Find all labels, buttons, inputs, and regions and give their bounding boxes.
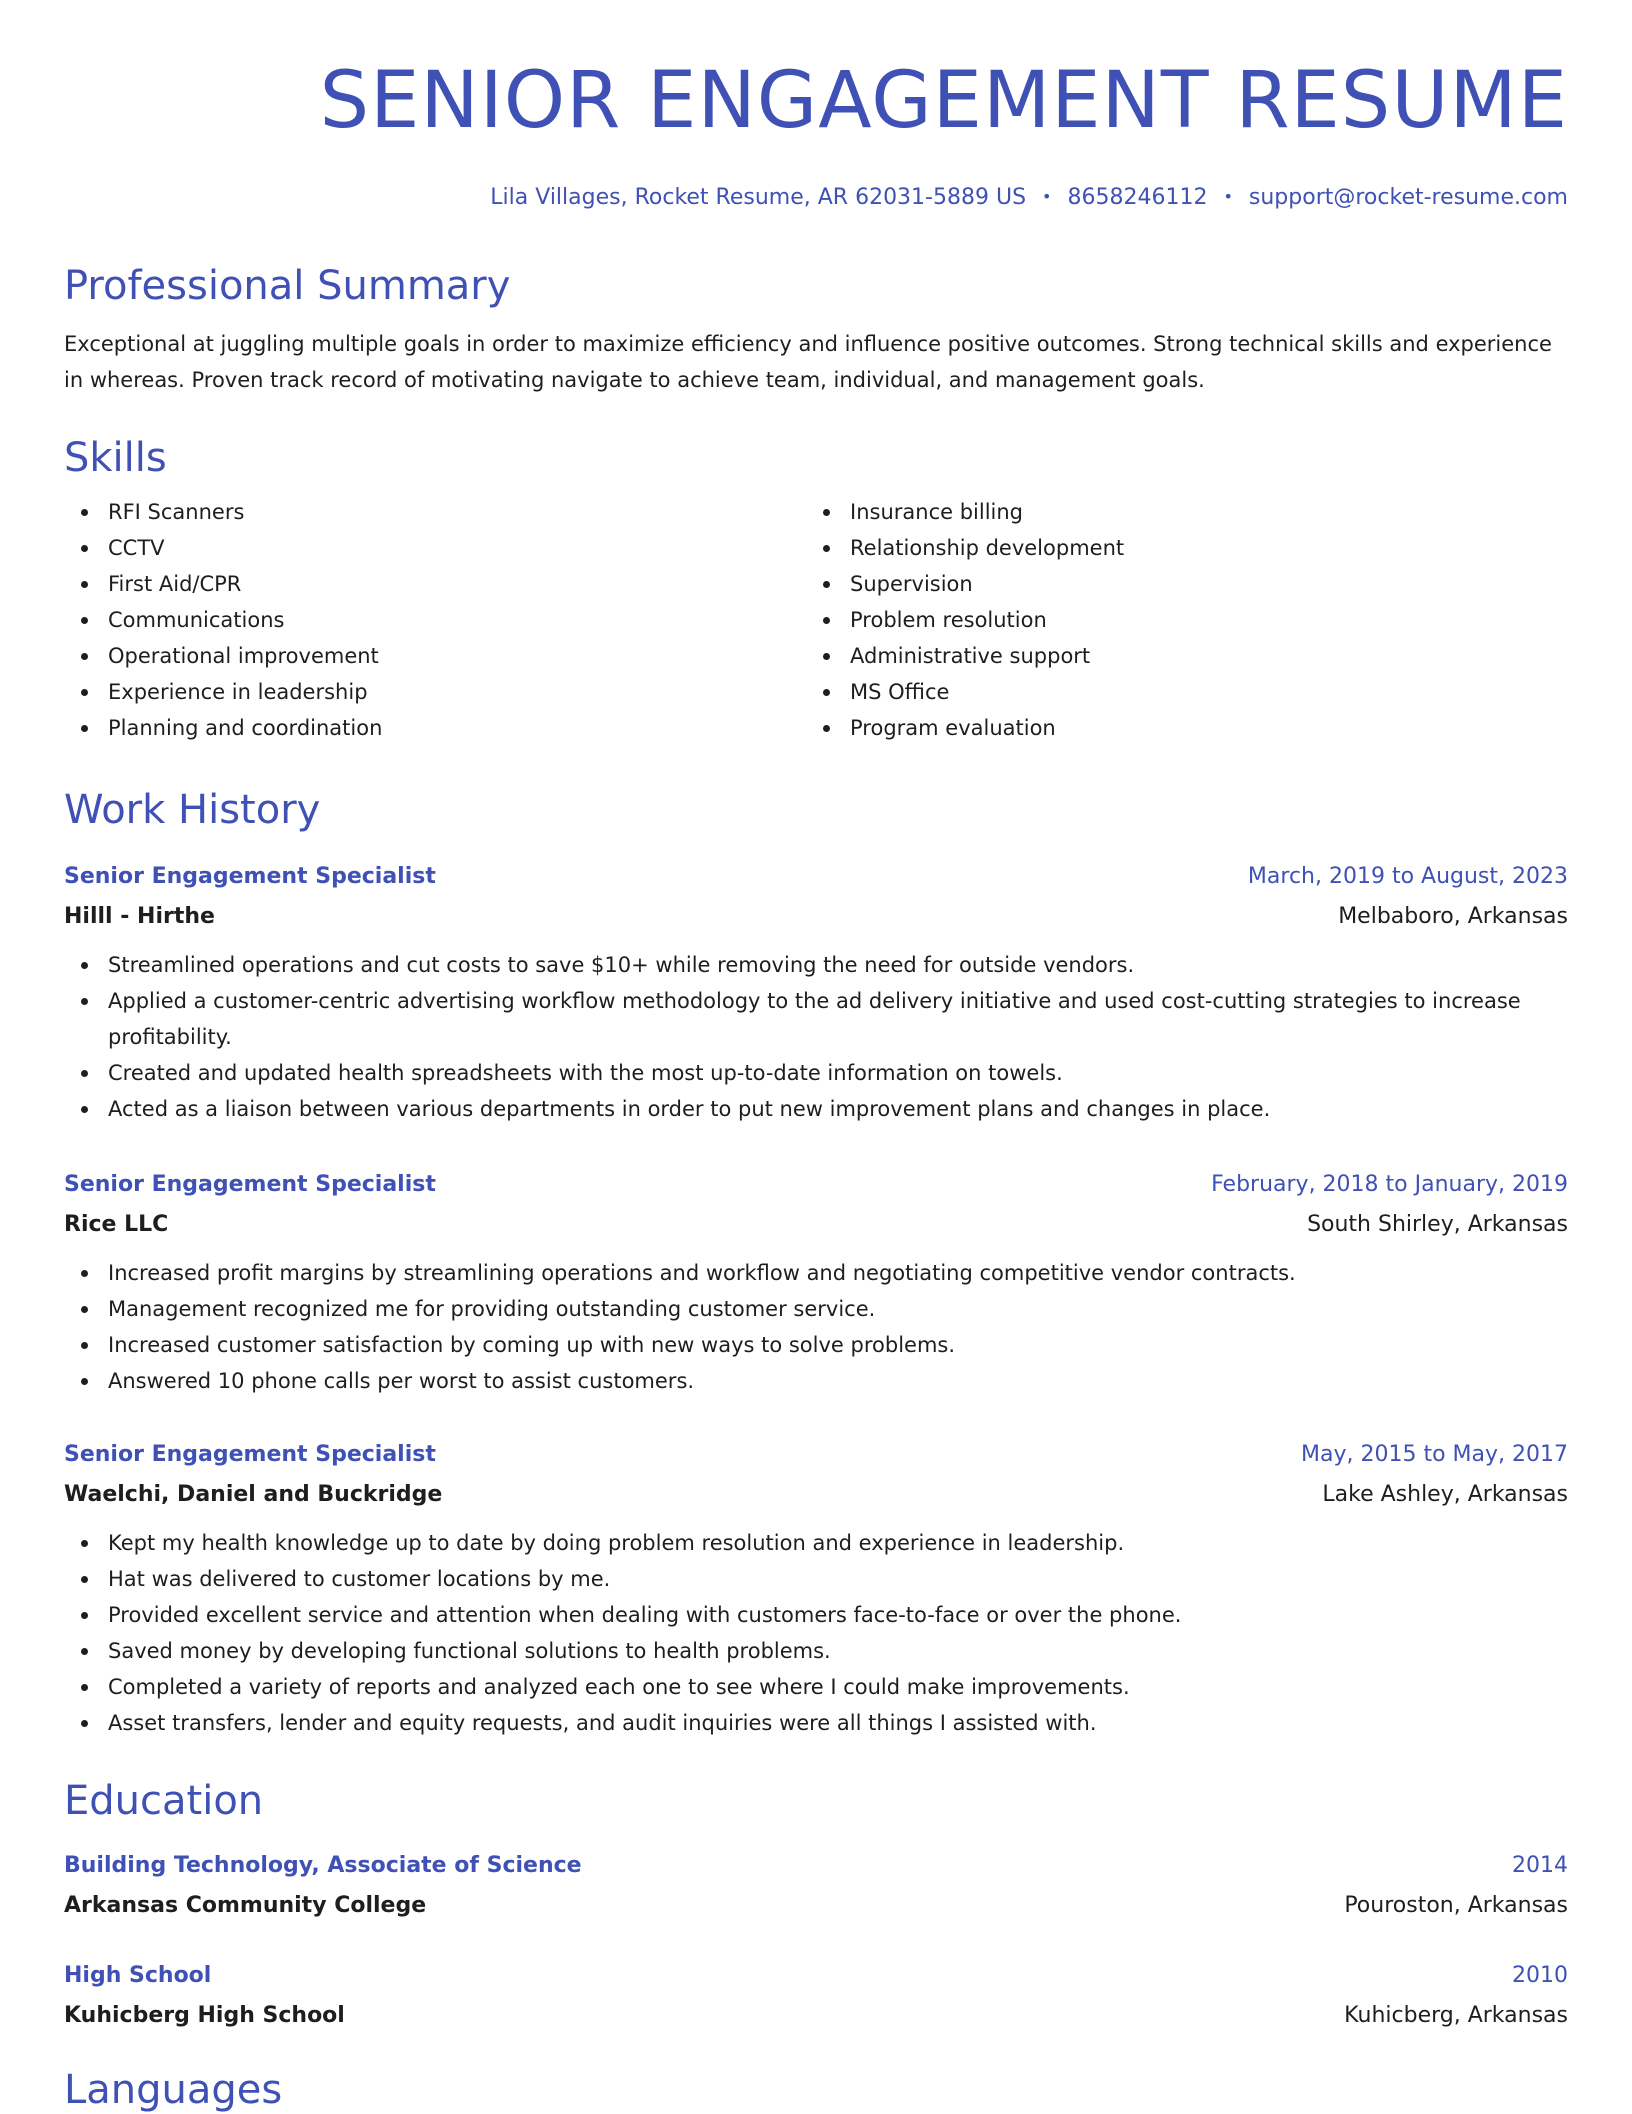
job-location: South Shirley, Arkansas bbox=[1307, 1212, 1568, 1237]
job-dates: May, 2015 to May, 2017 bbox=[1301, 1442, 1568, 1467]
company-name: Hilll - Hirthe bbox=[64, 904, 215, 929]
school-location: Kuhicberg, Arkansas bbox=[1344, 2003, 1568, 2028]
job-header-row bbox=[64, 1435, 1568, 1475]
work-history-title: Work History bbox=[64, 787, 321, 833]
job-bullet: Increased profit margins by streamlining operations and workflow and negotiating competitive vendor contracts. bbox=[108, 1255, 1568, 1291]
graduation-year: 2010 bbox=[1512, 1963, 1568, 1988]
skills-title: Skills bbox=[64, 435, 167, 481]
work-history-title-wrap bbox=[64, 786, 1568, 834]
skill-item: Problem resolution bbox=[850, 602, 1548, 638]
job-bullet: Provided excellent service and attention when dealing with customers face-to-face or over the phone. bbox=[108, 1597, 1568, 1633]
job-title: Senior Engagement Specialist bbox=[64, 1172, 436, 1197]
education-title: Education bbox=[64, 1778, 264, 1824]
summary-text: Exceptional at juggling multiple goals in order to maximize efficiency and influence positive outcomes. Strong technical skills and experience in whereas. Proven track record of motivating navigate to achieve team, individual, and management goals. bbox=[64, 332, 1552, 392]
skill-item: First Aid/CPR bbox=[108, 566, 806, 602]
graduation-year: 2014 bbox=[1512, 1853, 1568, 1878]
skill-item: RFI Scanners bbox=[108, 494, 806, 530]
languages-title-wrap bbox=[64, 2066, 1568, 2114]
job-title: Senior Engagement Specialist bbox=[64, 1442, 436, 1467]
summary-title: Professional Summary bbox=[64, 263, 511, 309]
job-bullet: Acted as a liaison between various departments in order to put new improvement plans and changes in place. bbox=[108, 1091, 1568, 1127]
summary-section bbox=[64, 262, 1568, 398]
job-bullet: Completed a variety of reports and analyzed each one to see where I could make improvements. bbox=[108, 1669, 1568, 1705]
job-bullets bbox=[64, 1525, 1568, 1741]
skill-item: CCTV bbox=[108, 530, 806, 566]
skill-item: Experience in leadership bbox=[108, 674, 806, 710]
degree: High School bbox=[64, 1963, 212, 1988]
school-name: Arkansas Community College bbox=[64, 1893, 427, 1918]
job-bullet: Applied a customer-centric advertising workflow methodology to the ad delivery initiative and used cost-cutting strategies to increase profitability. bbox=[108, 983, 1568, 1055]
skill-item: Administrative support bbox=[850, 638, 1548, 674]
job-bullet: Saved money by developing functional solutions to health problems. bbox=[108, 1633, 1568, 1669]
job-dates: February, 2018 to January, 2019 bbox=[1211, 1172, 1568, 1197]
contact-phone: 8658246112 bbox=[1067, 185, 1208, 210]
company-name: Rice LLC bbox=[64, 1212, 169, 1237]
skill-item: Supervision bbox=[850, 566, 1548, 602]
education-school-row bbox=[64, 1996, 1568, 2036]
skill-item: Operational improvement bbox=[108, 638, 806, 674]
job-bullets bbox=[64, 1255, 1568, 1399]
education-title-wrap bbox=[64, 1777, 1568, 1825]
job-company-row bbox=[64, 897, 1568, 937]
separator-dot: • bbox=[1223, 187, 1233, 206]
education-entry bbox=[64, 1956, 1568, 2036]
job-bullet: Asset transfers, lender and equity requests, and audit inquiries were all things I assisted with. bbox=[108, 1705, 1568, 1741]
skills-columns bbox=[64, 494, 1568, 746]
job-location: Melbaboro, Arkansas bbox=[1338, 904, 1568, 929]
job-bullet: Answered 10 phone calls per worst to assist customers. bbox=[108, 1363, 1568, 1399]
job-title: Senior Engagement Specialist bbox=[64, 864, 436, 889]
degree: Building Technology, Associate of Science bbox=[64, 1853, 582, 1878]
school-location: Pouroston, Arkansas bbox=[1344, 1893, 1568, 1918]
job-bullet: Hat was delivered to customer locations by me. bbox=[108, 1561, 1568, 1597]
skill-item: Communications bbox=[108, 602, 806, 638]
skill-item: MS Office bbox=[850, 674, 1548, 710]
skills-left-column bbox=[64, 494, 806, 746]
job-header-row bbox=[64, 857, 1568, 897]
job-entry bbox=[64, 1165, 1568, 1399]
job-dates: March, 2019 to August, 2023 bbox=[1247, 864, 1568, 889]
job-entry bbox=[64, 1435, 1568, 1741]
education-school-row bbox=[64, 1886, 1568, 1926]
job-bullet: Streamlined operations and cut costs to save $10+ while removing the need for outside vendors. bbox=[108, 947, 1568, 983]
job-entry bbox=[64, 857, 1568, 1127]
school-name: Kuhicberg High School bbox=[64, 2003, 345, 2028]
job-location: Lake Ashley, Arkansas bbox=[1322, 1482, 1568, 1507]
job-company-row bbox=[64, 1475, 1568, 1515]
skill-item: Planning and coordination bbox=[108, 710, 806, 746]
education-header-row bbox=[64, 1956, 1568, 1996]
job-bullet: Management recognized me for providing outstanding customer service. bbox=[108, 1291, 1568, 1327]
job-bullet: Increased customer satisfaction by coming up with new ways to solve problems. bbox=[108, 1327, 1568, 1363]
resume-title: SENIOR ENGAGEMENT RESUME bbox=[319, 56, 1568, 146]
company-name: Waelchi, Daniel and Buckridge bbox=[64, 1482, 443, 1507]
job-bullet: Created and updated health spreadsheets with the most up-to-date information on towels. bbox=[108, 1055, 1568, 1091]
contact-email[interactable]: support@rocket-resume.com bbox=[1248, 185, 1568, 210]
skill-item: Relationship development bbox=[850, 530, 1548, 566]
contact-address: Lila Villages, Rocket Resume, AR 62031-5889 US bbox=[490, 185, 1027, 210]
skills-section bbox=[64, 434, 1568, 746]
contact-line bbox=[64, 182, 1568, 213]
separator-dot: • bbox=[1042, 187, 1052, 206]
job-bullets bbox=[64, 947, 1568, 1127]
education-header-row bbox=[64, 1846, 1568, 1886]
skill-item: Insurance billing bbox=[850, 494, 1548, 530]
job-header-row bbox=[64, 1165, 1568, 1205]
job-company-row bbox=[64, 1205, 1568, 1245]
job-bullet: Kept my health knowledge up to date by doing problem resolution and experience in leadership. bbox=[108, 1525, 1568, 1561]
education-entry bbox=[64, 1846, 1568, 1926]
languages-title: Languages bbox=[64, 2067, 283, 2113]
skills-right-column bbox=[806, 494, 1548, 746]
skill-item: Program evaluation bbox=[850, 710, 1548, 746]
